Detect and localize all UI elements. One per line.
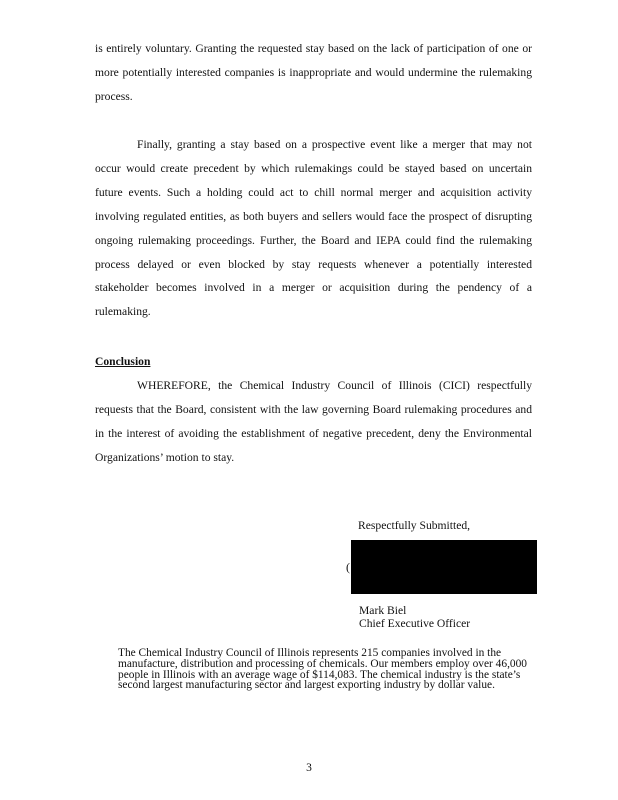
paragraph-wherefore: WHEREFORE, the Chemical Industry Council of Illinois (CICI) respectfully requests that the Board, consistent with the law governing Board rulemaking procedures and in the interest of avoiding the establishment of negative precedent, deny the Environmental Organizations’ motion to stay. [95,379,532,464]
signature-closing: Respectfully Submitted, [358,519,471,532]
signature-paren-mark: ( [346,560,350,574]
signature-block [358,519,470,533]
conclusion-heading: Conclusion [95,355,151,368]
page-number: 3 [306,762,312,774]
paragraph-merger-precedent: Finally, granting a stay based on a prospective event like a merger that may not occur would create precedent by which rulemakings could be stayed based on uncertain future events. Such a holding could act to chill normal merger and acquisition activity involving regulated entities, as both buyers and sellers would face the prospect of disrupting ongoing rulemaking proceedings. Further, the Board and IEPA could find the rulemaking process delayed or even blocked by stay requests whenever a potentially interested stakeholder becomes involved in a merger or acquisition during the pendency of a rulemaking. [95,138,532,319]
signer-info [359,605,470,630]
signer-title: Chief Executive Officer [359,616,471,630]
signer-name: Mark Biel [359,604,407,617]
redacted-signature [351,540,537,594]
paragraph-voluntary-participation: is entirely voluntary. Granting the requested stay based on the lack of participation of one or more potentially interested companies is inappropriate and would undermine the rulemaking process. [95,42,532,103]
organization-footnote: The Chemical Industry Council of Illinois represents 215 companies involved in the manufacture, distribution and processing of chemicals. Our members employ over 46,000 people in Illinois with an average wage of $114,083. The chemical industry is the state’s second largest manufacturing sector and largest exporting industry by dollar value. [118,647,528,692]
